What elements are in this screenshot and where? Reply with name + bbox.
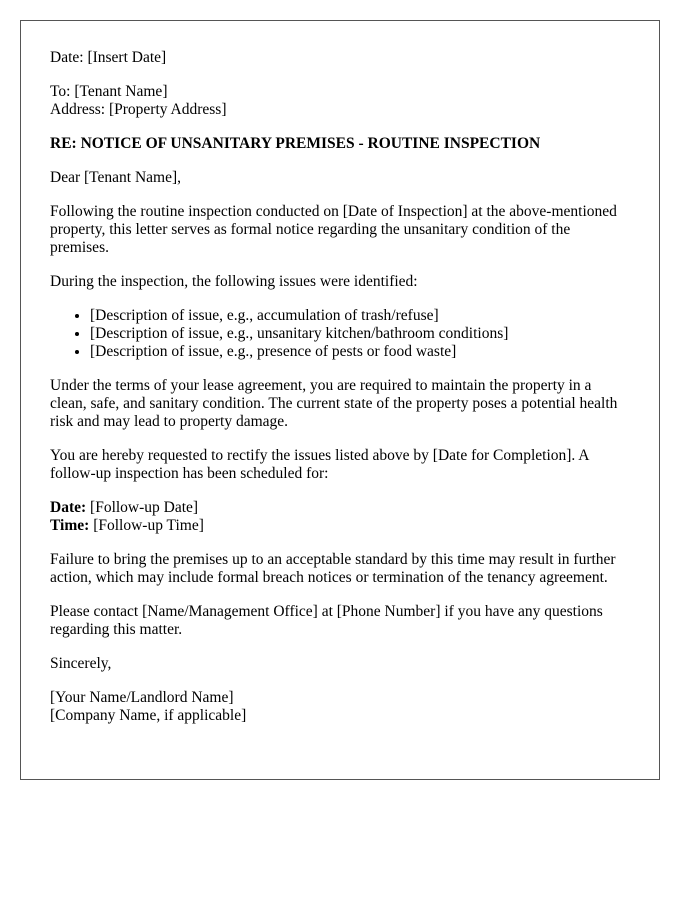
list-item: • [Description of issue, e.g., unsanitary kitchen/bathroom conditions] [90,325,630,343]
followup-date-label: Date: [50,499,87,516]
letter-document [20,20,660,780]
followup-block [50,499,630,535]
followup-time-value: [Follow-up Time] [89,517,204,534]
lease-terms-paragraph: Under the terms of your lease agreement, you are required to maintain the property in a clean, safe, and sanitary condition. The current state of the property poses a potential health risk and may lead to property damage. [50,377,618,430]
followup-time-label: Time: [50,517,90,534]
issues-intro-paragraph: During the inspection, the following issues were identified: [50,273,418,290]
rectify-paragraph: You are hereby requested to rectify the issues listed above by [Date for Completion]. A follow-up inspection has been scheduled for: [50,447,589,482]
recipient-block [50,83,630,119]
failure-paragraph: Failure to bring the premises up to an acceptable standard by this time may result in further action, which may include formal breach notices or termination of the tenancy agreement. [50,551,616,586]
list-item: • [Description of issue, e.g., accumulation of trash/refuse] [90,307,630,325]
signature-block [50,689,630,725]
contact-paragraph: Please contact [Name/Management Office] at [Phone Number] if you have any questions regarding this matter. [50,603,603,638]
list-item: • [Description of issue, e.g., presence of pests or food waste] [90,343,630,361]
salutation: Dear [Tenant Name], [50,169,182,186]
recipient-to: To: [Tenant Name] [50,83,168,100]
subject-heading: RE: NOTICE OF UNSANITARY PREMISES - ROUTINE INSPECTION [50,135,541,152]
intro-paragraph: Following the routine inspection conducted on [Date of Inspection] at the above-mentioned property, this letter serves as formal notice regarding the unsanitary condition of the premises. [50,203,617,256]
signature-company: [Company Name, if applicable] [50,707,247,724]
closing: Sincerely, [50,655,112,672]
issues-list [50,307,630,361]
date-line: Date: [Insert Date] [50,49,167,66]
followup-date-value: [Follow-up Date] [86,499,199,516]
recipient-address: Address: [Property Address] [50,101,227,118]
signature-name: [Your Name/Landlord Name] [50,689,234,706]
